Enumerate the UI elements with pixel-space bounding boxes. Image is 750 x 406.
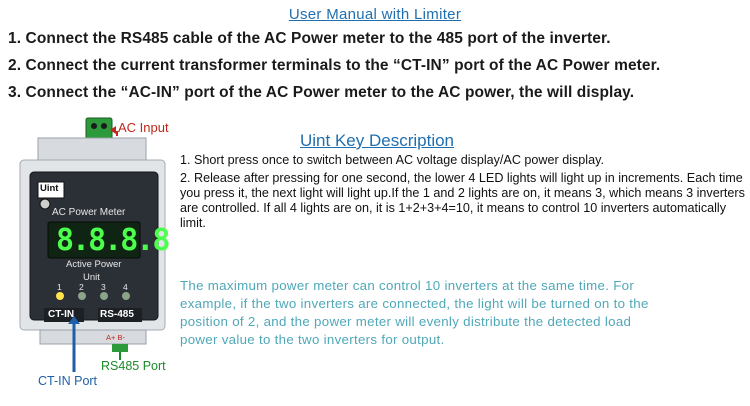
key-item-1: 1. Short press once to switch between AC voltage display/AC power display. — [180, 153, 604, 167]
unit-caption: Unit — [83, 272, 100, 283]
key-description-title: Uint Key Description — [300, 131, 455, 150]
led-number-1: 1 — [57, 282, 62, 292]
ct-in-port-label: CT-IN Port — [38, 374, 98, 388]
rs485-connector — [112, 344, 128, 352]
power-meter-device — [0, 112, 180, 401]
display-value: 8.8.8.8 — [56, 223, 169, 258]
led-2 — [78, 292, 86, 300]
uint-button-label[interactable]: Uint — [40, 183, 59, 194]
note-line-2: example, if the two inverters are connected, the light will be turned on to the — [180, 296, 649, 311]
led-number-4: 4 — [123, 282, 128, 292]
uint-button-icon — [40, 199, 50, 209]
led-3 — [100, 292, 108, 300]
manual-title: User Manual with Limiter — [288, 6, 462, 23]
meter-name: AC Power Meter — [52, 207, 126, 218]
ab-terminal-label: A+ B- — [106, 333, 125, 342]
device-bottom-housing — [40, 330, 146, 344]
step-2: 2. Connect the current transformer terminals to the “CT-IN” port of the AC Power meter. — [8, 57, 661, 74]
rs485-port-label: RS485 Port — [101, 359, 166, 373]
ct-in-panel-label: CT-IN — [48, 309, 75, 320]
rs485-panel-label: RS-485 — [100, 309, 134, 320]
led-4 — [122, 292, 130, 300]
step-1: 1. Connect the RS485 cable of the AC Power meter to the 485 port of the inverter. — [8, 30, 611, 47]
step-3: 3. Connect the “AC-IN” port of the AC Power meter to the AC power, the will display. — [8, 84, 635, 101]
ac-input-terminal — [86, 118, 112, 140]
ac-input-label: AC Input — [118, 120, 169, 135]
display-caption: Active Power — [66, 259, 122, 270]
led-number-3: 3 — [101, 282, 106, 292]
led-1 — [56, 292, 64, 300]
note-line-1: The maximum power meter can control 10 inverters at the same time. For — [180, 278, 635, 293]
note-line-3: position of 2, and the power meter will evenly distribute the detected load — [180, 314, 632, 329]
led-number-2: 2 — [79, 282, 84, 292]
key-item-2: 2. Release after pressing for one second, the lower 4 LED lights will light up in increments. Each time you press it, the next light will light up.If the 1 and 2 lights are on, it means 3, which means 3 inverters are controlled. If all 4 lights are on, it is 1+2+3+4=10, it means to control 10 inverters automatically limit. — [180, 171, 745, 230]
note-line-4: power value to the two inverters for output. — [180, 332, 445, 347]
